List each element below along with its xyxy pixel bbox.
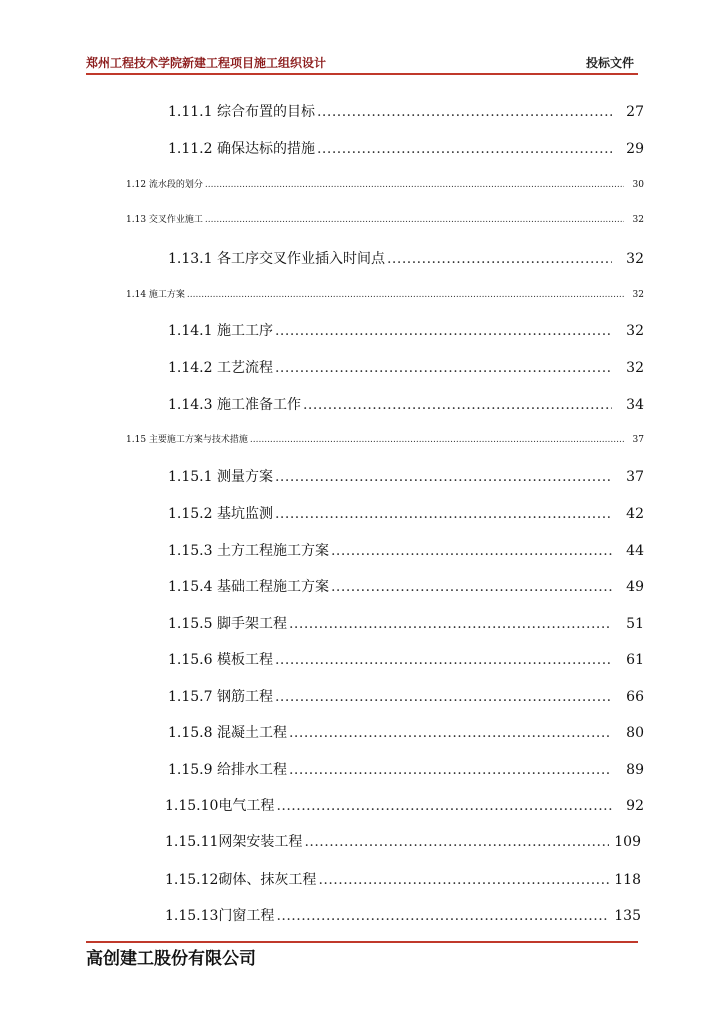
toc-leader-dots bbox=[317, 141, 612, 157]
toc-entry-page: 109 bbox=[614, 834, 641, 850]
toc-entry-page: 37 bbox=[632, 435, 644, 445]
toc-entry[interactable] bbox=[168, 722, 644, 742]
toc-entry-label: 1.15.5 脚手架工程 bbox=[168, 616, 287, 632]
toc-entry-page: 32 bbox=[632, 290, 644, 300]
toc-entry[interactable] bbox=[168, 138, 644, 158]
header-divider bbox=[86, 73, 638, 75]
toc-entry-label: 1.15 主要施工方案与技术措施 bbox=[126, 435, 248, 445]
toc-entry[interactable] bbox=[168, 613, 644, 633]
toc-entry-label: 1.15.6 模板工程 bbox=[168, 652, 273, 668]
toc-entry-label: 1.15.9 给排水工程 bbox=[168, 762, 287, 778]
toc-entry[interactable] bbox=[126, 287, 644, 301]
toc-entry-label: 1.14 施工方案 bbox=[126, 290, 185, 300]
toc-leader-dots bbox=[318, 872, 609, 888]
toc-entry-page: 51 bbox=[626, 616, 644, 632]
toc-leader-dots bbox=[317, 104, 612, 120]
toc-leader-dots bbox=[304, 834, 609, 850]
toc-entry-label: 1.15.2 基坑监测 bbox=[168, 506, 273, 522]
toc-entry[interactable] bbox=[165, 795, 644, 815]
toc-entry[interactable] bbox=[165, 869, 641, 889]
toc-entry-label: 1.15.13门窗工程 bbox=[165, 908, 275, 924]
toc-entry-page: 32 bbox=[626, 360, 644, 376]
toc-entry-page: 42 bbox=[626, 506, 644, 522]
toc-leader-dots bbox=[275, 469, 612, 485]
toc-entry-label: 1.15.12砌体、抹灰工程 bbox=[165, 872, 317, 888]
toc-entry-page: 44 bbox=[626, 543, 644, 559]
toc-entry-label: 1.15.11网架安装工程 bbox=[165, 834, 303, 850]
toc-entry[interactable] bbox=[168, 466, 644, 486]
toc-entry-page: 89 bbox=[626, 762, 644, 778]
toc-entry[interactable] bbox=[126, 432, 644, 446]
toc-leader-dots bbox=[276, 908, 609, 924]
toc-entry-label: 1.15.7 钢筋工程 bbox=[168, 689, 273, 705]
toc-entry-page: 32 bbox=[632, 215, 644, 225]
toc-leader-dots bbox=[331, 543, 612, 559]
toc-entry-page: 32 bbox=[626, 323, 644, 339]
toc-leader-dots bbox=[303, 397, 612, 413]
toc-entry-page: 30 bbox=[632, 180, 644, 190]
toc-entry-page: 37 bbox=[626, 469, 644, 485]
toc-entry[interactable] bbox=[168, 394, 644, 414]
toc-entry[interactable] bbox=[168, 320, 644, 340]
toc-entry-label: 1.15.8 混凝土工程 bbox=[168, 725, 287, 741]
toc-entry-page: 80 bbox=[626, 725, 644, 741]
toc-entry-label: 1.11.1 综合布置的目标 bbox=[168, 104, 315, 120]
toc-entry-page: 61 bbox=[626, 652, 644, 668]
toc-leader-dots bbox=[205, 215, 624, 225]
toc-entry-page: 49 bbox=[626, 579, 644, 595]
toc-leader-dots bbox=[276, 798, 612, 814]
toc-entry[interactable] bbox=[168, 576, 644, 596]
toc-entry-page: 66 bbox=[626, 689, 644, 705]
toc-entry-page: 34 bbox=[626, 397, 644, 413]
toc-entry-page: 32 bbox=[626, 251, 644, 267]
toc-entry[interactable] bbox=[168, 686, 644, 706]
toc-entry-page: 135 bbox=[614, 908, 641, 924]
toc-entry[interactable] bbox=[126, 177, 644, 191]
toc-entry-label: 1.11.2 确保达标的措施 bbox=[168, 141, 315, 157]
toc-entry-label: 1.12 流水段的划分 bbox=[126, 180, 203, 190]
toc-entry-label: 1.13.1 各工序交叉作业插入时间点 bbox=[168, 251, 385, 267]
toc-entry[interactable] bbox=[168, 503, 644, 523]
toc-leader-dots bbox=[387, 251, 612, 267]
toc-leader-dots bbox=[275, 506, 612, 522]
toc-leader-dots bbox=[289, 725, 612, 741]
toc-entry[interactable] bbox=[168, 649, 644, 669]
toc-leader-dots bbox=[289, 616, 612, 632]
toc-leader-dots bbox=[289, 762, 612, 778]
toc-entry[interactable] bbox=[126, 212, 644, 226]
toc-entry[interactable] bbox=[168, 759, 644, 779]
company-name: 高创建工股份有限公司 bbox=[86, 949, 256, 969]
toc-entry-page: 118 bbox=[614, 872, 641, 888]
toc-entry-page: 29 bbox=[626, 141, 644, 157]
toc-leader-dots bbox=[275, 360, 612, 376]
toc-entry-page: 27 bbox=[626, 104, 644, 120]
toc-entry-label: 1.14.2 工艺流程 bbox=[168, 360, 273, 376]
document-title: 郑州工程技术学院新建工程项目施工组织设计 bbox=[86, 56, 327, 70]
toc-entry-label: 1.14.3 施工准备工作 bbox=[168, 397, 301, 413]
toc-entry-label: 1.15.3 土方工程施工方案 bbox=[168, 543, 329, 559]
toc-entry-label: 1.14.1 施工工序 bbox=[168, 323, 273, 339]
toc-leader-dots bbox=[205, 180, 624, 190]
toc-leader-dots bbox=[250, 435, 624, 445]
toc-entry-label: 1.13 交叉作业施工 bbox=[126, 215, 203, 225]
toc-leader-dots bbox=[187, 290, 624, 300]
toc-entry[interactable] bbox=[165, 905, 641, 925]
toc-entry[interactable] bbox=[165, 831, 641, 851]
toc-entry[interactable] bbox=[168, 540, 644, 560]
toc-entry[interactable] bbox=[168, 101, 644, 121]
toc-entry[interactable] bbox=[168, 248, 644, 268]
toc-leader-dots bbox=[275, 689, 612, 705]
document-type: 投标文件 bbox=[585, 56, 634, 70]
toc-leader-dots bbox=[275, 323, 612, 339]
page-header bbox=[86, 52, 636, 74]
toc-entry-page: 92 bbox=[626, 798, 644, 814]
toc-leader-dots bbox=[331, 579, 612, 595]
footer-divider bbox=[86, 941, 638, 943]
toc-leader-dots bbox=[275, 652, 612, 668]
toc-entry[interactable] bbox=[168, 357, 644, 377]
toc-entry-label: 1.15.1 测量方案 bbox=[168, 469, 273, 485]
toc-entry-label: 1.15.10电气工程 bbox=[165, 798, 275, 814]
toc-entry-label: 1.15.4 基础工程施工方案 bbox=[168, 579, 329, 595]
